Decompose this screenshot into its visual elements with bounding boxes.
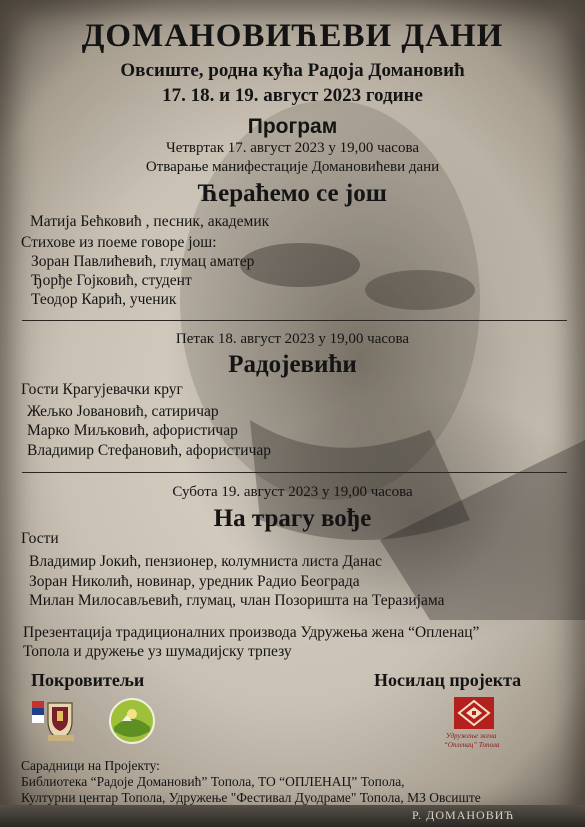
program-heading: Програм xyxy=(247,115,338,138)
day2-line: Владимир Стефановић, афористичар xyxy=(27,442,272,459)
event-location: Овсиште, родна кућа Радоја Домановић xyxy=(120,60,465,81)
day2-line: Марко Миљковић, афористичар xyxy=(27,422,238,439)
presentation-line: Топола и дружење уз шумадијску трпезу xyxy=(23,643,292,660)
divider xyxy=(22,320,567,321)
day3-line: Владимир Јокић, пензионер, колумниста листа Данас xyxy=(29,553,382,570)
day3-line: Милан Милосављевић, глумац, члан Позоришта на Теразијама xyxy=(29,592,445,609)
day3-date: Субота 19. август 2023 у 19,00 часова xyxy=(172,484,413,500)
womens-association-logo-icon xyxy=(453,696,495,730)
event-dates: 17. 18. и 19. август 2023 године xyxy=(162,85,423,106)
partners-line: Библиотека “Радоје Домановић” Топола, ТО “ОПЛЕНАЦ” Топола, xyxy=(21,774,405,789)
day3-guests-label: Гости xyxy=(21,530,59,547)
day1-date: Четвртак 17. август 2023 у 19,00 часова xyxy=(165,140,420,156)
day1-title: Ћераћемо се још xyxy=(198,180,387,207)
day3-title: На трагу вође xyxy=(213,505,372,532)
day1-line: Теодор Карић, ученик xyxy=(31,291,177,308)
poster-title: ДОМАНОВИЋЕВИ ДАНИ xyxy=(81,18,504,54)
presentation-line: Презентација традиционалних производа Удружења жена “Опленац” xyxy=(23,624,480,641)
holder-logo-caption: “Опленац” Топола xyxy=(444,741,500,749)
day2-guests-label: Гости Крагујевачки круг xyxy=(21,381,183,398)
day1-opening: Отварање манифестације Домановићеви дани xyxy=(145,159,440,175)
day1-line: Ђорђе Гојковић, студент xyxy=(31,272,192,289)
partners-line: Културни центар Топола, Удружење "Фестивал Дуодраме" Топола, МЗ Овсиште xyxy=(21,790,481,805)
footer-watermark: Р. ДОМАНОВИЋ xyxy=(412,808,515,822)
day1-line: Зоран Павлићевић, глумац аматер xyxy=(31,253,255,270)
holder-logo-caption: Удружење жена xyxy=(446,732,497,740)
municipality-coat-of-arms-icon xyxy=(30,697,80,743)
patrons-label: Покровитељи xyxy=(31,670,145,690)
day2-title: Радојевићи xyxy=(228,351,357,378)
day3-line: Зоран Николић, новинар, уредник Радио Београда xyxy=(29,573,360,590)
divider xyxy=(22,472,567,473)
day2-line: Жељко Јовановић, сатиричар xyxy=(27,403,219,420)
day2-date: Петак 18. август 2023 у 19,00 часова xyxy=(175,331,410,347)
green-circle-logo-icon xyxy=(108,697,156,745)
partners-label: Сарадници на Пројекту: xyxy=(21,758,160,773)
day1-line: Стихове из поеме говоре још: xyxy=(21,234,217,251)
project-holder-label: Носилац пројекта xyxy=(374,670,522,690)
day1-line: Матија Бећковић , песник, академик xyxy=(30,213,270,230)
